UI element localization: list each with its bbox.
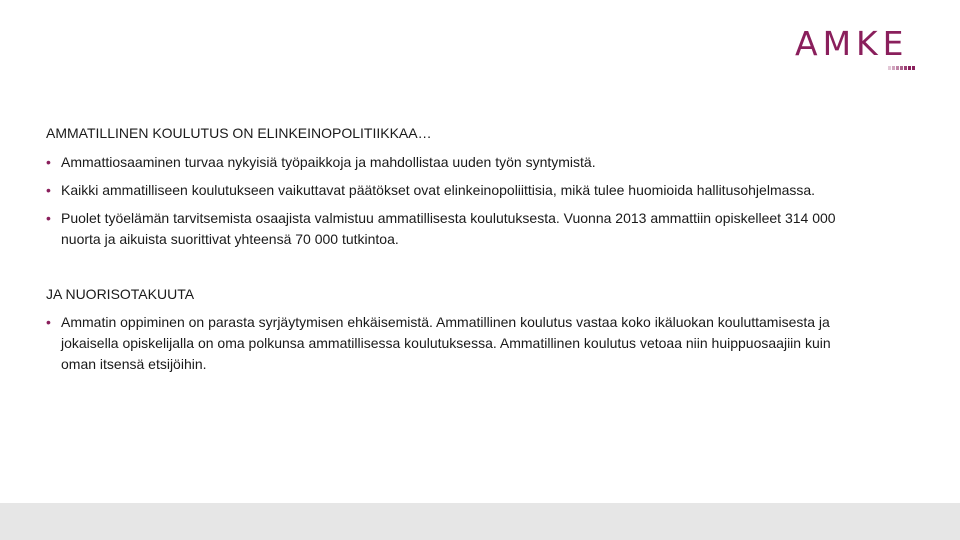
bullet-list-youth-guarantee <box>46 312 846 375</box>
footer-band <box>0 503 960 540</box>
bullet-icon: • <box>46 314 51 330</box>
bullet-item <box>46 312 846 375</box>
bullet-item <box>46 180 846 201</box>
slide-content <box>46 123 846 382</box>
bullet-item <box>46 208 846 250</box>
bullet-text: Ammatin oppiminen on parasta syrjäytymisen ehkäisemistä. Ammatillinen koulutus vastaa koko ikäluokan kouluttamisesta ja jokaisella opiskelijalla on oma polkunsa ammatillisessa koulutuksessa. Ammatillinen koulutus vetoaa niin huippuosaajiin kuin oman itsensä etsijöihin. <box>61 314 831 372</box>
logo-wordmark: AMKE <box>795 24 909 63</box>
bullet-icon: • <box>46 182 51 198</box>
bullet-icon: • <box>46 154 51 170</box>
logo-bars-graphic <box>888 66 915 70</box>
bullet-item <box>46 152 846 173</box>
bullet-text: Puolet työelämän tarvitsemista osaajista valmistuu ammatillisesta koulutuksesta. Vuonna 2013 ammattiin opiskelleet 314 000 nuorta ja aikuista suorittivat yhteensä 70 000 tutkintoa. <box>61 210 836 247</box>
section-heading-vocational: AMMATILLINEN KOULUTUS ON ELINKEINOPOLITIIKKAA… <box>46 125 432 141</box>
bullet-list-vocational <box>46 152 846 250</box>
bullet-text: Kaikki ammatilliseen koulutukseen vaikuttavat päätökset ovat elinkeinopoliittisia, mikä tulee huomioida hallitusohjelmassa. <box>61 182 816 198</box>
bullet-icon: • <box>46 210 51 226</box>
amke-logo <box>795 26 925 72</box>
section-heading-youth-guarantee: JA NUORISOTAKUUTA <box>46 286 195 302</box>
bullet-text: Ammattiosaaminen turvaa nykyisiä työpaikkoja ja mahdollistaa uuden työn syntymistä. <box>61 154 596 170</box>
